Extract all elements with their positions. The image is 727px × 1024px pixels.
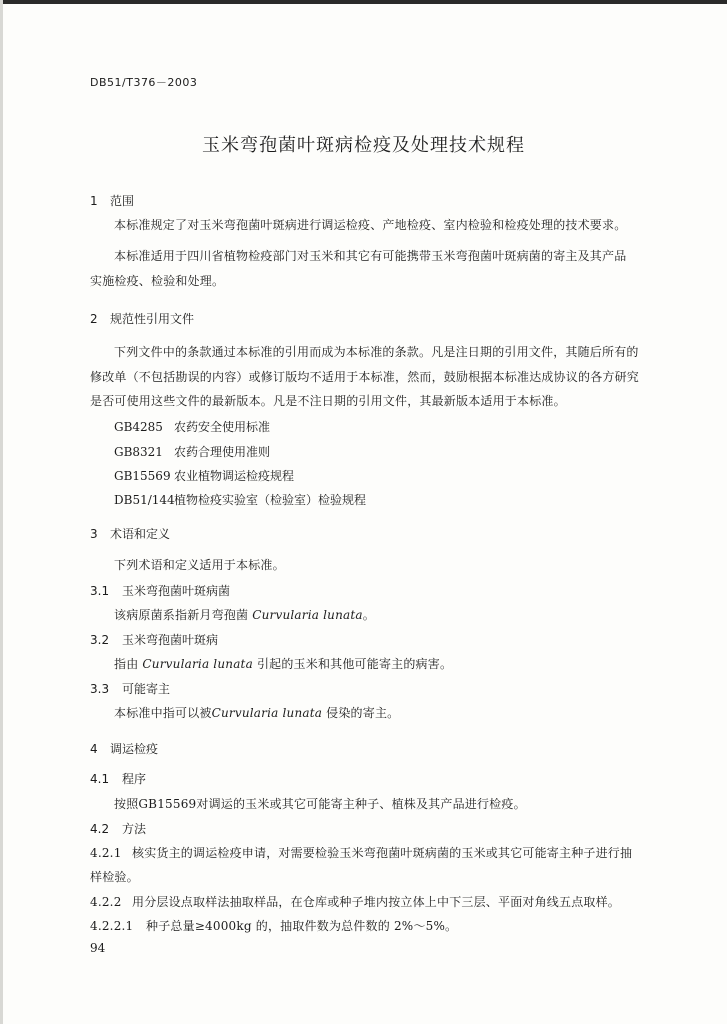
page-number: 94 [90,941,106,955]
reference-name: 农药安全使用标准 [174,420,271,434]
definition-text: 指由 [114,657,139,671]
clause-number: 3.1 [90,584,110,598]
paragraph-continuation: 是否可使用这些文件的最新版本。凡是不注日期的引用文件，其最新版本适用于本标准。 [90,394,566,408]
clause-text: 用分层设点取样法抽取样品，在仓库或种子堆内按立体上中下三层、平面对角线五点取样。 [132,895,621,909]
clause-text: 核实货主的调运检疫申请，对需要检验玉米弯孢菌叶斑病菌的玉米或其它可能寄主种子进行抽 [132,846,633,860]
standard-code: DB51/T376－2003 [90,76,198,89]
reference-name: 农业植物调运检疫规程 [174,469,295,483]
term-title: 可能寄主 [122,682,171,696]
section-2-heading [90,310,194,327]
section-number: 4 [90,742,98,756]
paragraph: 本标准规定了对玉米弯孢菌叶斑病进行调运检疫、产地检疫、室内检验和检疫处理的技术要求。 [114,218,627,232]
term-3-3-heading [90,680,170,697]
paragraph-continuation: 修改单（不包括勘误的内容）或修订版均不适用于本标准，然而，鼓励根据本标准达成协议的各方研究 [90,370,640,384]
reference-name: 农药合理使用准则 [174,445,271,459]
reference-item [114,491,366,508]
section-number: 1 [90,194,98,208]
document-title: 玉米弯孢菌叶斑病检疫及处理技术规程 [202,135,525,156]
clause-number: 4.2.2 [90,895,122,909]
paragraph: 按照GB15569对调运的玉米或其它可能寄主种子、植株及其产品进行检疫。 [114,797,526,811]
clause-text: 种子总量≥4000kg 的，抽取件数为总件数的 2%～5%。 [146,919,458,933]
definition-text: 引起的玉米和其他可能寄主的病害。 [256,657,453,671]
term-title: 玉米弯孢菌叶斑病菌 [122,584,231,598]
section-number: 3 [90,527,98,541]
latin-name: Curvularia lunata [142,657,253,671]
definition-text: 该病原菌系指新月弯孢菌 [114,608,249,622]
reference-code: DB51/144 [114,493,175,507]
clause-number: 4.1 [90,772,110,786]
reference-item [114,467,294,484]
clause-number: 3.3 [90,682,110,696]
clause-number: 4.2.2.1 [90,919,134,933]
clause-4-1-heading [90,770,146,787]
section-1-heading [90,192,134,209]
clause-4-2-heading [90,820,146,837]
clause-number: 3.2 [90,633,110,647]
clause-4-2-2-1 [90,917,457,934]
reference-name: 植物检疫实验室（检验室）检验规程 [174,493,367,507]
term-definition [114,655,452,672]
term-definition [114,704,399,721]
definition-text: 本标准中指可以被 [114,706,212,720]
definition-text: 。 [362,608,375,622]
reference-code: GB15569 [114,469,171,483]
clause-title: 方法 [122,822,147,836]
clause-number: 4.2 [90,822,110,836]
section-title: 术语和定义 [110,527,171,541]
clause-title: 程序 [122,772,147,786]
reference-item [114,418,270,435]
paragraph: 下列术语和定义适用于本标准。 [114,558,285,572]
reference-item [114,443,270,460]
reference-code: GB8321 [114,445,163,459]
clause-4-2-1 [90,844,632,861]
reference-code: GB4285 [114,420,163,434]
latin-name: Curvularia lunata [252,608,363,622]
term-3-2-heading [90,631,218,648]
latin-name: Curvularia lunata [211,706,323,720]
section-title: 范围 [110,194,135,208]
term-definition [114,606,375,623]
clause-number: 4.2.1 [90,846,122,860]
paragraph: 本标准适用于四川省植物检疫部门对玉米和其它有可能携带玉米弯孢菌叶斑病菌的寄主及其产品 [114,249,627,263]
section-title: 规范性引用文件 [110,312,195,326]
definition-text: 侵染的寄主。 [326,706,400,720]
section-number: 2 [90,312,98,326]
paragraph: 下列文件中的条款通过本标准的引用而成为本标准的条款。凡是注日期的引用文件，其随后所有的 [114,345,639,359]
term-title: 玉米弯孢菌叶斑病 [122,633,219,647]
section-4-heading [90,740,158,757]
section-3-heading [90,525,170,542]
term-3-1-heading [90,582,230,599]
clause-4-2-2 [90,893,620,910]
paragraph-continuation: 实施检疫、检验和处理。 [90,274,225,288]
paragraph-continuation: 样检验。 [90,870,139,884]
section-title: 调运检疫 [110,742,159,756]
